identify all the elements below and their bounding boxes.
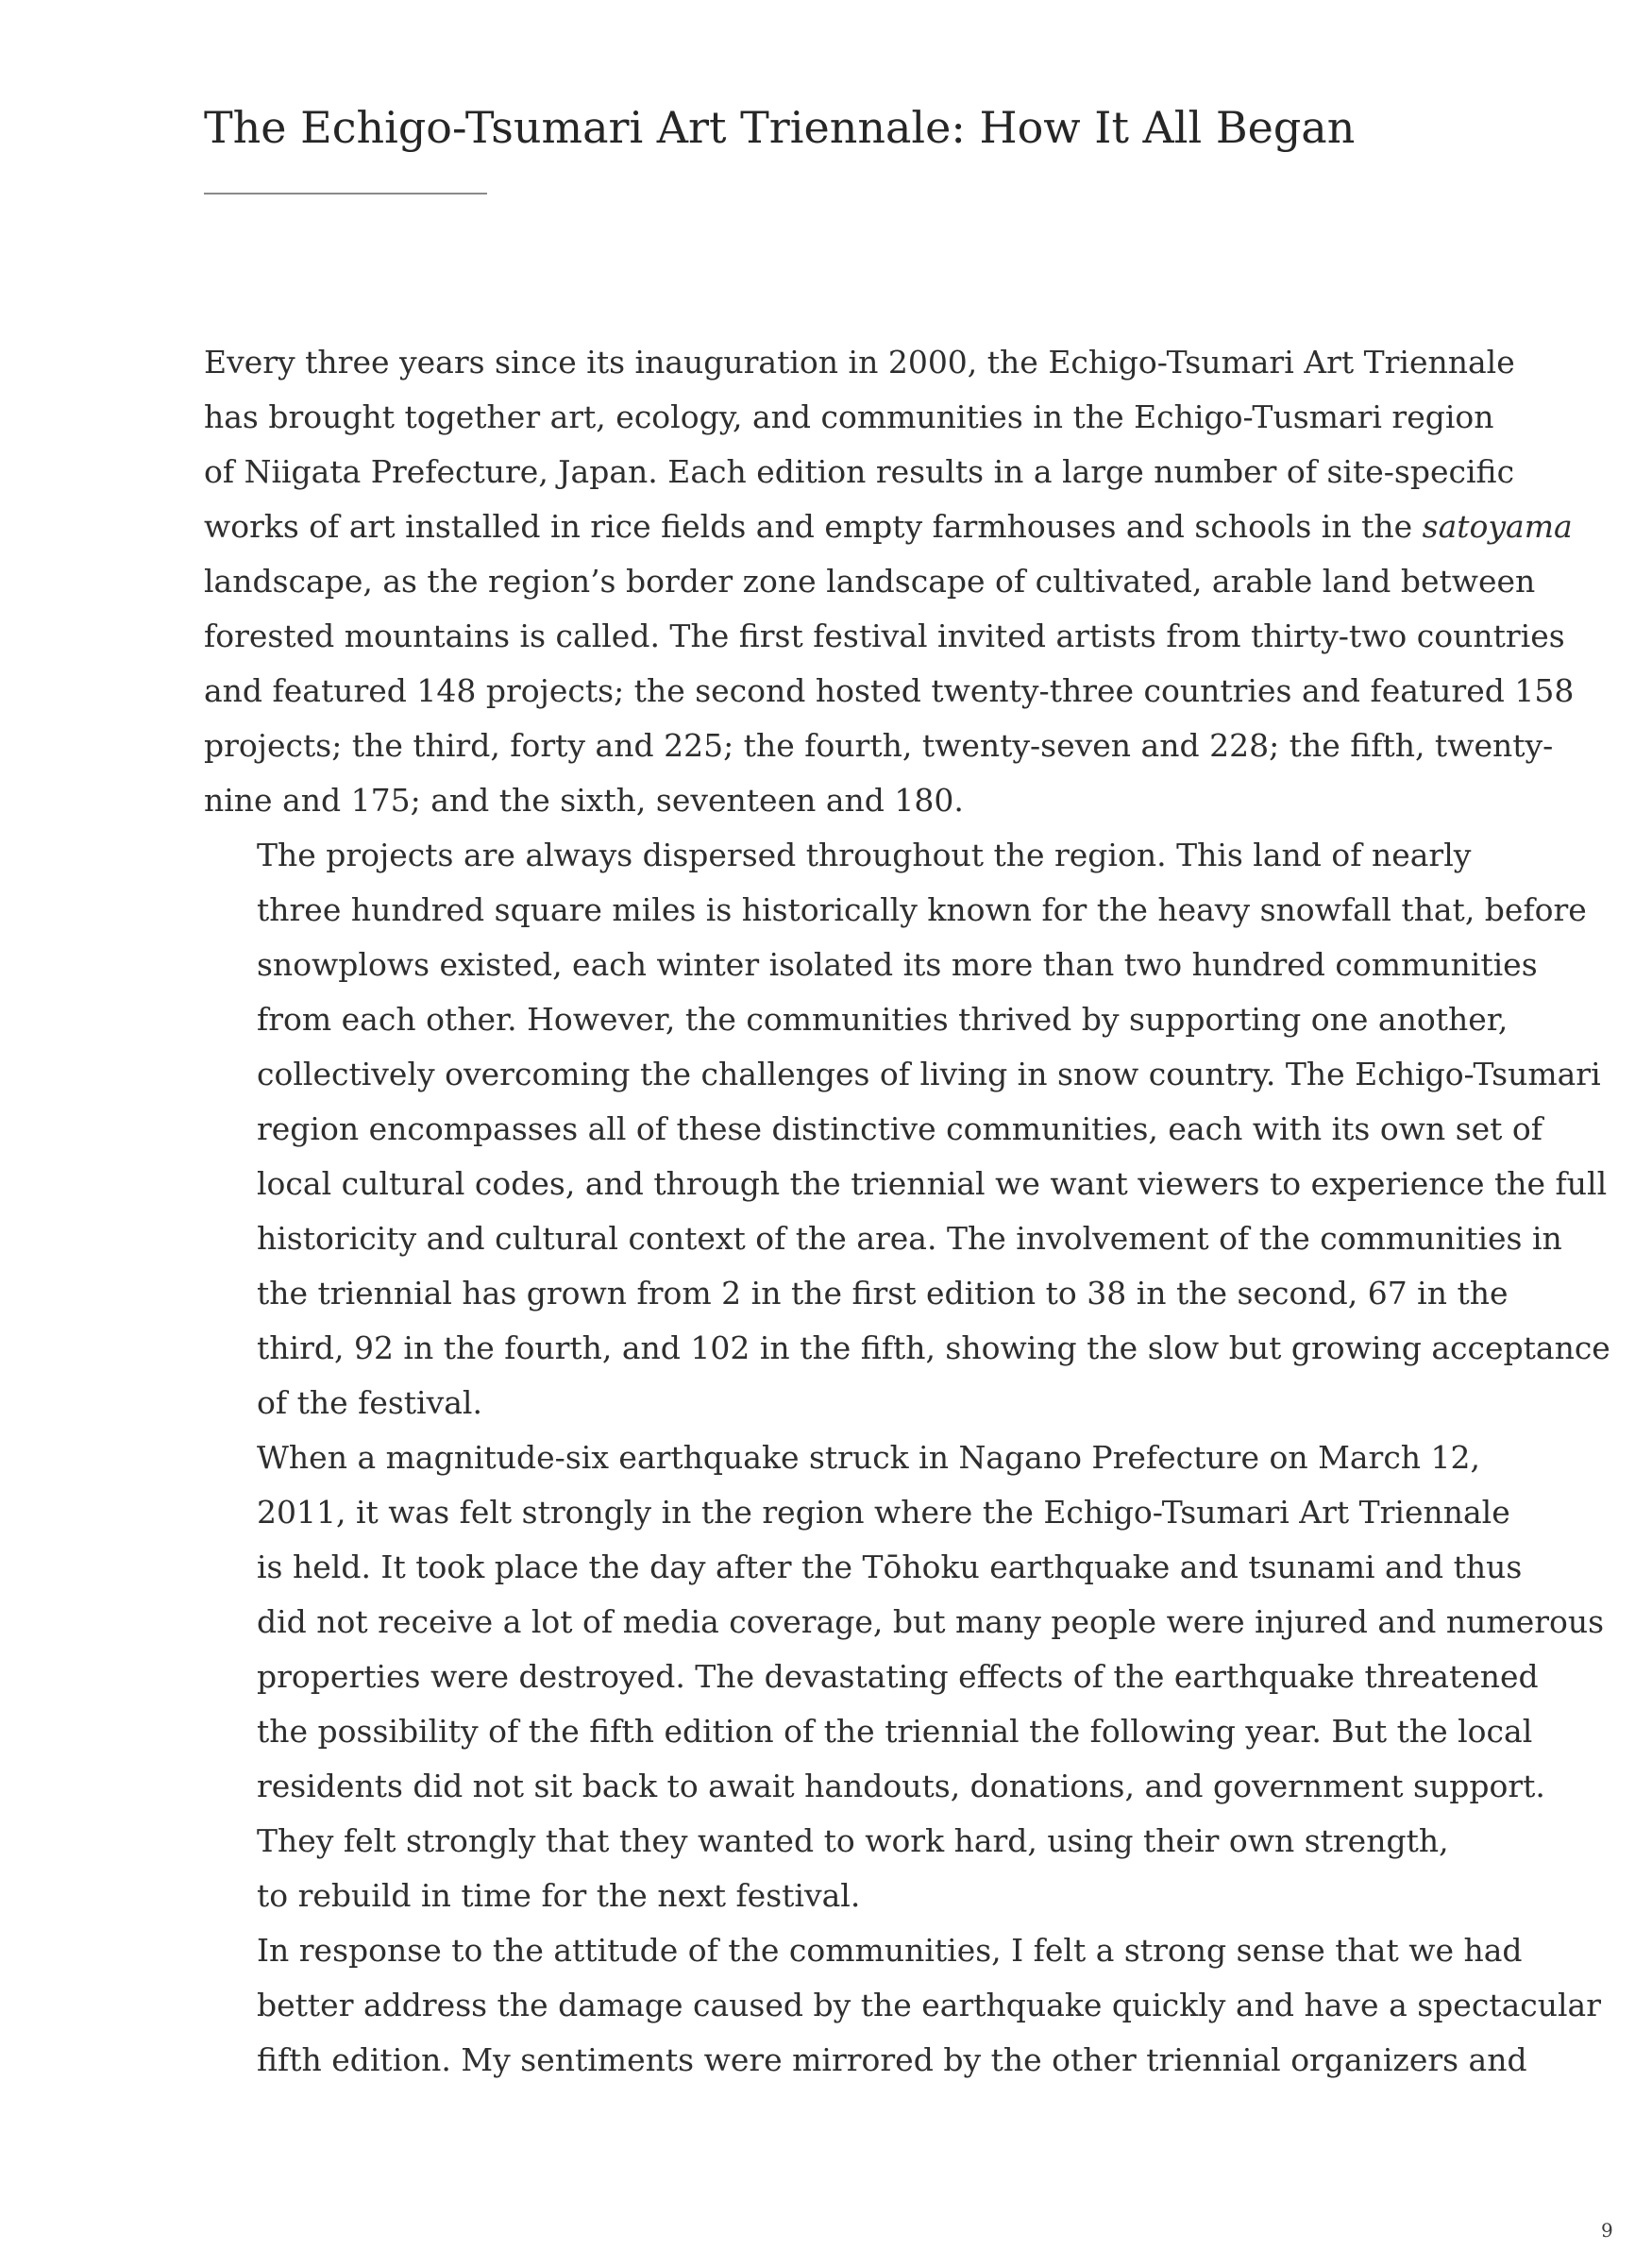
text-line: They felt strongly that they wanted to work hard, using their own strength, [257, 1822, 1449, 1859]
text-line: snowplows existed, each winter isolated its more than two hundred communities [257, 946, 1538, 983]
text-line: forested mountains is called. The first festival invited artists from thirty-two countries [204, 618, 1565, 654]
paragraph-3 [204, 1430, 1605, 1923]
text-line [204, 499, 1573, 554]
body-text [204, 335, 1610, 2088]
text-line: residents did not sit back to await handouts, donations, and government support. [257, 1768, 1545, 1804]
italic-term: satoyama [1422, 508, 1573, 545]
text-line: landscape, as the region’s border zone landscape of cultivated, arable land between [204, 563, 1536, 600]
text-line: third, 92 in the fourth, and 102 in the fifth, showing the slow but growing acceptance [257, 1329, 1610, 1366]
text-line: region encompasses all of these distinctive communities, each with its own set of [257, 1110, 1543, 1147]
text-line: projects; the third, forty and 225; the fourth, twenty-seven and 228; the fifth, twenty- [204, 727, 1554, 764]
text-line: historicity and cultural context of the area. The involvement of the communities in [257, 1220, 1562, 1257]
title-underline-rule [204, 193, 487, 195]
text-line: from each other. However, the communities thrived by supporting one another, [257, 1001, 1509, 1038]
text-line: is held. It took place the day after the Tōhoku earthquake and tsunami and thus [257, 1549, 1523, 1585]
text-line: When a magnitude-six earthquake struck in Nagano Prefecture on March 12, [257, 1439, 1481, 1476]
text-line: did not receive a lot of media coverage, but many people were injured and numerous [257, 1603, 1605, 1640]
text-line: collectively overcoming the challenges of living in snow country. The Echigo-Tsumari [257, 1056, 1601, 1092]
text-segment: works of art installed in rice fields and empty farmhouses and schools in the [204, 508, 1423, 545]
text-line: Every three years since its inauguration in 2000, the Echigo-Tsumari Art Triennale [204, 344, 1515, 381]
text-line: local cultural codes, and through the triennial we want viewers to experience the full [257, 1165, 1608, 1202]
text-line: to rebuild in time for the next festival. [257, 1877, 861, 1914]
text-line: 2011, it was felt strongly in the region where the Echigo-Tsumari Art Triennale [257, 1494, 1510, 1531]
paragraph-2 [204, 828, 1610, 1430]
text-line: better address the damage caused by the earthquake quickly and have a spectacular [257, 1987, 1601, 2023]
text-line: nine and 175; and the sixth, seventeen and 180. [204, 782, 964, 819]
text-line: the possibility of the fifth edition of the triennial the following year. But the local [257, 1713, 1533, 1750]
text-line: The projects are always dispersed throughout the region. This land of nearly [257, 837, 1472, 873]
text-line: of the festival. [257, 1384, 482, 1421]
text-line: properties were destroyed. The devastating effects of the earthquake threatened [257, 1658, 1539, 1695]
chapter-title: The Echigo-Tsumari Art Triennale: How It All Began [204, 102, 1356, 153]
paragraph-1 [204, 335, 1575, 828]
text-line: of Niigata Prefecture, Japan. Each edition results in a large number of site-specific [204, 453, 1515, 490]
text-line: and featured 148 projects; the second hosted twenty-three countries and featured 158 [204, 672, 1575, 709]
text-line: fifth edition. My sentiments were mirrored by the other triennial organizers and [257, 2041, 1527, 2078]
text-line: has brought together art, ecology, and communities in the Echigo-Tusmari region [204, 398, 1494, 435]
text-line: In response to the attitude of the communities, I felt a strong sense that we had [257, 1932, 1523, 1969]
page-number: 9 [1601, 2219, 1613, 2242]
text-line: three hundred square miles is historically known for the heavy snowfall that, before [257, 891, 1587, 928]
text-line: the triennial has grown from 2 in the first edition to 38 in the second, 67 in the [257, 1275, 1509, 1312]
paragraph-4 [204, 1923, 1601, 2088]
